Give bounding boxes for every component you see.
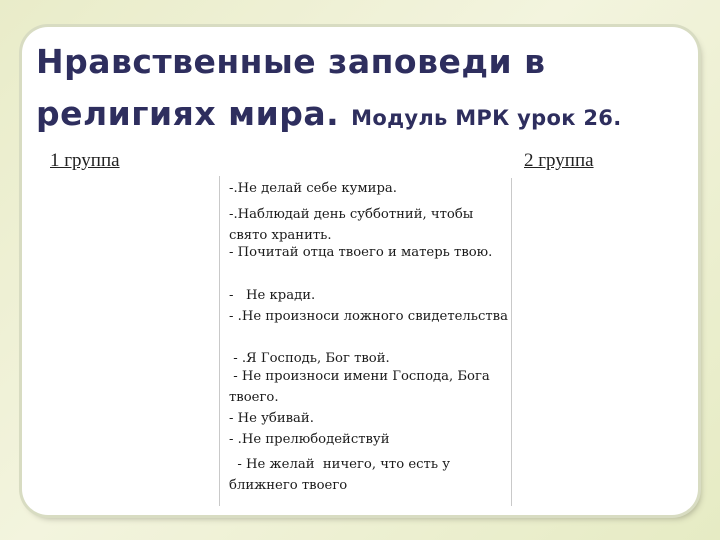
slide-title [36,36,696,144]
column-divider-left [219,176,220,506]
commandment-item: - Не желай ничего, что есть у ближнего твоего [229,457,455,493]
title-main: Нравственные заповеди в религиях мира. [36,42,546,133]
commandment-item: -.Не делай себе кумира. [229,181,397,196]
commandment-item: - Не кради. [229,288,316,303]
commandment-item: -.Наблюдай день субботний, чтобы свято хранить. [229,207,478,243]
group-2-label: 2 группа [524,150,594,171]
commandment-item: - Не убивай. [229,411,314,426]
commandment-item: - Почитай отца твоего и матерь твою. [229,245,493,260]
commandment-item: - .Не произноси ложного свидетельства [229,309,508,324]
commandment-item: - Не произноси имени Господа, Бога твоего. [229,369,494,405]
column-divider-right [511,178,512,506]
group-1-label: 1 группа [50,150,120,171]
commandment-item: - .Не прелюбодействуй [229,432,390,447]
commandment-item: - .Я Господь, Бог твой. [229,351,390,366]
title-subtitle: Модуль МРК урок 26. [351,106,622,130]
